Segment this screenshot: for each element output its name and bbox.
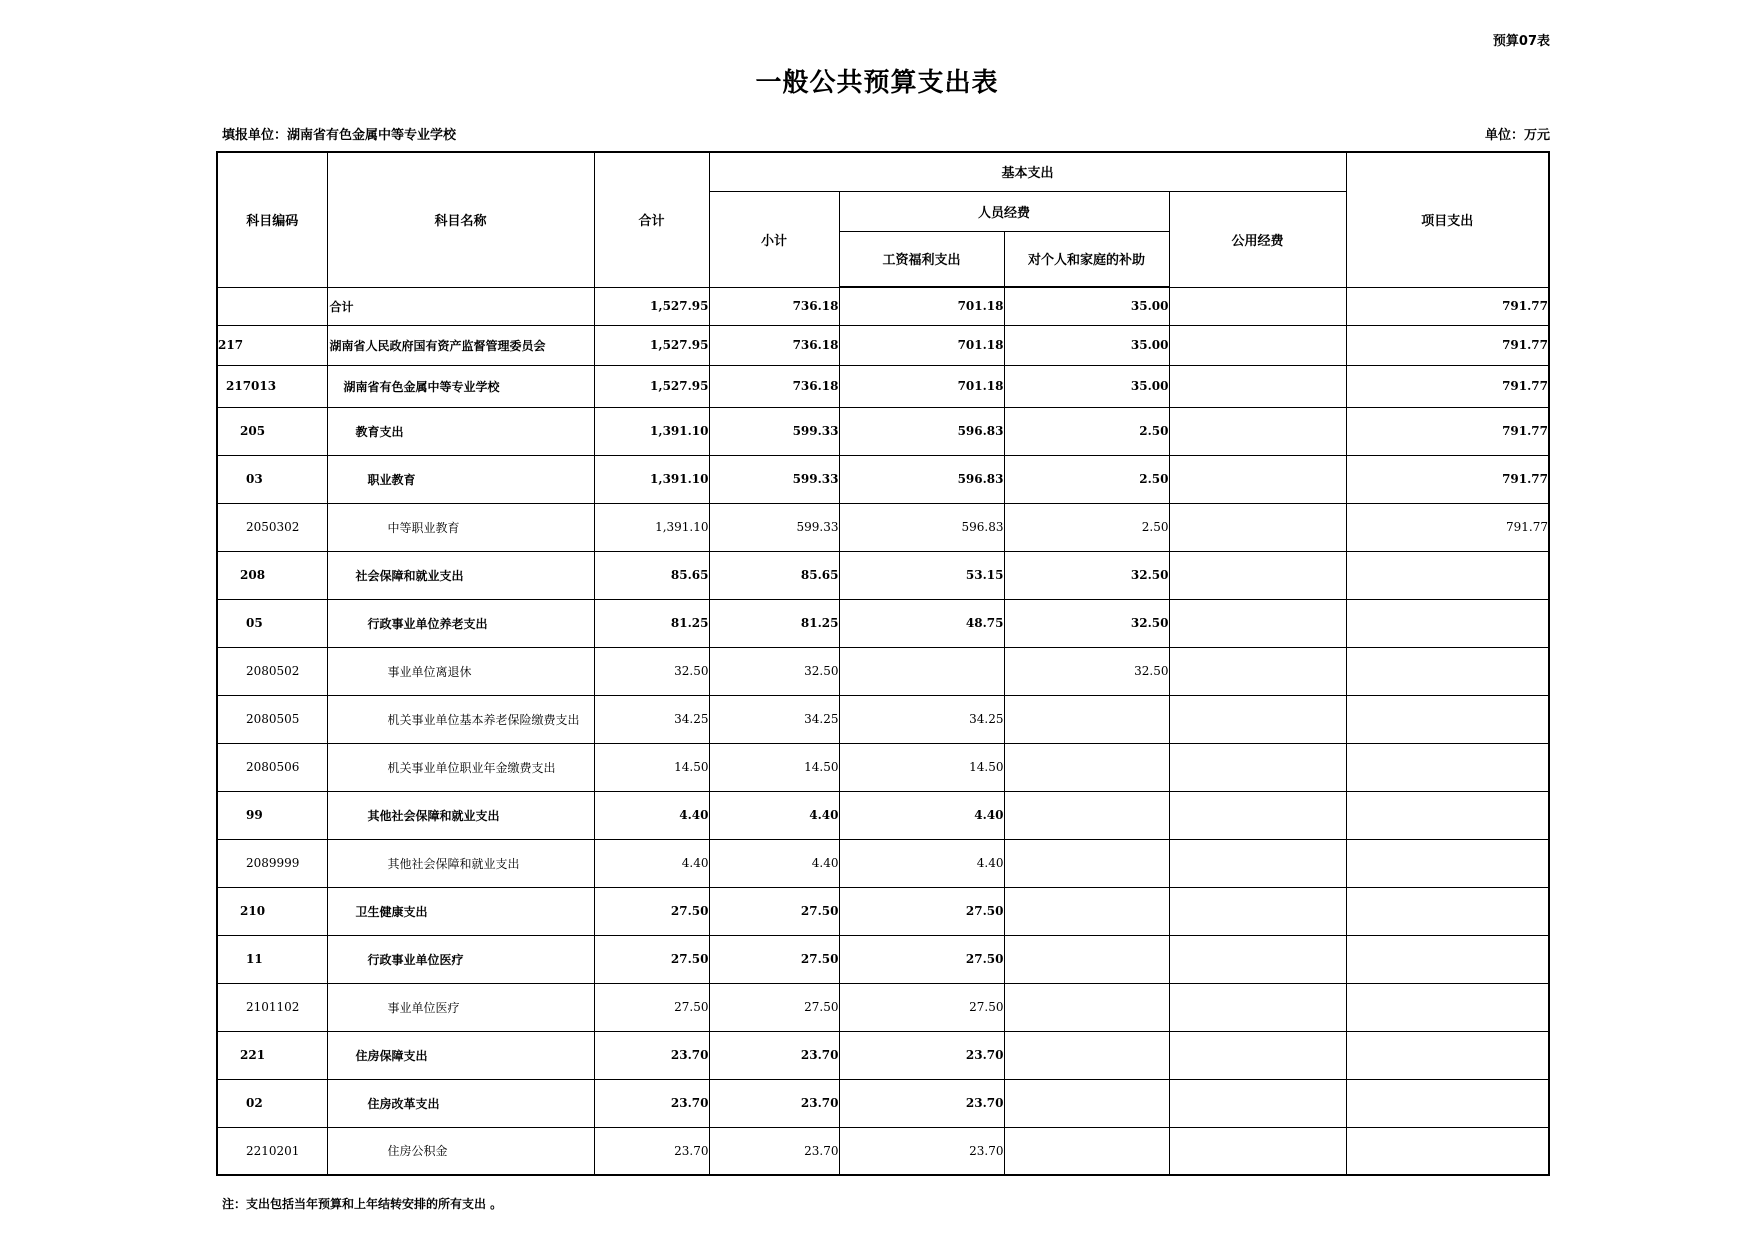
cell-wages: 4.40: [839, 839, 1004, 887]
cell-wages: 23.70: [839, 1079, 1004, 1127]
cell-total: 34.25: [594, 695, 709, 743]
cell-name: 机关事业单位职业年金缴费支出: [327, 743, 594, 791]
cell-total: 27.50: [594, 887, 709, 935]
cell-subsidy: 32.50: [1004, 551, 1169, 599]
cell-name: 卫生健康支出: [327, 887, 594, 935]
cell-wages: 23.70: [839, 1031, 1004, 1079]
cell-name: 合计: [327, 287, 594, 325]
cell-code: 217: [217, 325, 327, 365]
cell-total: 27.50: [594, 983, 709, 1031]
cell-public: [1169, 365, 1346, 407]
cell-total: 1,391.10: [594, 503, 709, 551]
header-total: 合计: [594, 152, 709, 287]
cell-code: 2080502: [217, 647, 327, 695]
cell-code: 210: [217, 887, 327, 935]
header-personnel: 人员经费: [839, 191, 1169, 231]
cell-subsidy: [1004, 1031, 1169, 1079]
cell-wages: 48.75: [839, 599, 1004, 647]
cell-name: 教育支出: [327, 407, 594, 455]
table-row: [217, 503, 1549, 551]
cell-subtotal: 23.70: [709, 1031, 839, 1079]
cell-total: 4.40: [594, 791, 709, 839]
cell-project: 791.77: [1346, 287, 1549, 325]
header-subsidy: 对个人和家庭的补助: [1004, 231, 1169, 287]
cell-wages: 14.50: [839, 743, 1004, 791]
footnote: 注：支出包括当年预算和上年结转安排的所有支出 。: [222, 1197, 503, 1211]
cell-project: [1346, 1079, 1549, 1127]
cell-code: 2101102: [217, 983, 327, 1031]
cell-name: 住房改革支出: [327, 1079, 594, 1127]
cell-wages: 596.83: [839, 503, 1004, 551]
table-row: [217, 599, 1549, 647]
cell-total: 4.40: [594, 839, 709, 887]
cell-subsidy: 32.50: [1004, 647, 1169, 695]
cell-project: [1346, 647, 1549, 695]
cell-code: 99: [217, 791, 327, 839]
cell-public: [1169, 287, 1346, 325]
cell-subsidy: [1004, 743, 1169, 791]
cell-public: [1169, 887, 1346, 935]
cell-total: 1,527.95: [594, 365, 709, 407]
cell-name: 事业单位医疗: [327, 983, 594, 1031]
table-row: [217, 287, 1549, 325]
cell-project: 791.77: [1346, 365, 1549, 407]
cell-subtotal: 736.18: [709, 287, 839, 325]
header-public: 公用经费: [1169, 191, 1346, 287]
cell-code: 2080506: [217, 743, 327, 791]
cell-subsidy: [1004, 791, 1169, 839]
cell-public: [1169, 551, 1346, 599]
cell-subtotal: 599.33: [709, 407, 839, 455]
cell-project: [1346, 887, 1549, 935]
page-title: 一般公共预算支出表: [755, 68, 999, 98]
cell-subtotal: 599.33: [709, 503, 839, 551]
cell-public: [1169, 407, 1346, 455]
cell-code: 2210201: [217, 1127, 327, 1175]
cell-public: [1169, 325, 1346, 365]
cell-total: 1,391.10: [594, 455, 709, 503]
table-row: [217, 695, 1549, 743]
cell-name: 住房公积金: [327, 1127, 594, 1175]
cell-public: [1169, 1031, 1346, 1079]
cell-subsidy: 2.50: [1004, 407, 1169, 455]
cell-project: [1346, 935, 1549, 983]
cell-subsidy: 32.50: [1004, 599, 1169, 647]
cell-project: 791.77: [1346, 407, 1549, 455]
cell-wages: 701.18: [839, 287, 1004, 325]
cell-wages: 4.40: [839, 791, 1004, 839]
cell-subtotal: 23.70: [709, 1079, 839, 1127]
header-wages: 工资福利支出: [839, 231, 1004, 287]
cell-project: [1346, 1127, 1549, 1175]
cell-wages: 27.50: [839, 935, 1004, 983]
cell-public: [1169, 647, 1346, 695]
cell-wages: 596.83: [839, 455, 1004, 503]
cell-wages: 701.18: [839, 325, 1004, 365]
cell-name: 社会保障和就业支出: [327, 551, 594, 599]
cell-public: [1169, 503, 1346, 551]
table-row: [217, 887, 1549, 935]
cell-project: [1346, 983, 1549, 1031]
cell-project: 791.77: [1346, 325, 1549, 365]
cell-total: 85.65: [594, 551, 709, 599]
cell-total: 81.25: [594, 599, 709, 647]
cell-code: 2089999: [217, 839, 327, 887]
table-body: [217, 287, 1549, 1175]
cell-code: 217013: [217, 365, 327, 407]
cell-subtotal: 4.40: [709, 791, 839, 839]
table-row: [217, 983, 1549, 1031]
cell-public: [1169, 935, 1346, 983]
cell-wages: 34.25: [839, 695, 1004, 743]
currency-unit: 单位：万元: [1484, 128, 1550, 143]
cell-wages: 701.18: [839, 365, 1004, 407]
table-row: [217, 407, 1549, 455]
cell-public: [1169, 695, 1346, 743]
cell-wages: [839, 647, 1004, 695]
cell-code: 03: [217, 455, 327, 503]
header-subtotal: 小计: [709, 191, 839, 287]
cell-code: 05: [217, 599, 327, 647]
cell-public: [1169, 599, 1346, 647]
cell-code: 11: [217, 935, 327, 983]
cell-project: [1346, 551, 1549, 599]
cell-name: 其他社会保障和就业支出: [327, 839, 594, 887]
cell-name: 住房保障支出: [327, 1031, 594, 1079]
table-row: [217, 743, 1549, 791]
cell-public: [1169, 1079, 1346, 1127]
cell-project: [1346, 791, 1549, 839]
cell-subsidy: [1004, 695, 1169, 743]
cell-wages: 27.50: [839, 983, 1004, 1031]
cell-name: 机关事业单位基本养老保险缴费支出: [327, 695, 594, 743]
cell-wages: 23.70: [839, 1127, 1004, 1175]
cell-subtotal: 736.18: [709, 365, 839, 407]
cell-project: [1346, 1031, 1549, 1079]
cell-subsidy: 35.00: [1004, 365, 1169, 407]
cell-total: 23.70: [594, 1031, 709, 1079]
cell-total: 32.50: [594, 647, 709, 695]
cell-project: 791.77: [1346, 503, 1549, 551]
cell-total: 1,527.95: [594, 287, 709, 325]
table-row: [217, 791, 1549, 839]
cell-subtotal: 32.50: [709, 647, 839, 695]
header-project: 项目支出: [1346, 152, 1549, 287]
table-row: [217, 1031, 1549, 1079]
cell-code: 205: [217, 407, 327, 455]
cell-code: 02: [217, 1079, 327, 1127]
cell-subsidy: [1004, 983, 1169, 1031]
cell-public: [1169, 743, 1346, 791]
table-row: [217, 365, 1549, 407]
cell-name: 其他社会保障和就业支出: [327, 791, 594, 839]
cell-code: 221: [217, 1031, 327, 1079]
cell-code: 208: [217, 551, 327, 599]
cell-public: [1169, 983, 1346, 1031]
cell-subsidy: [1004, 887, 1169, 935]
table-row: [217, 325, 1549, 365]
cell-subtotal: 85.65: [709, 551, 839, 599]
budget-expenditure-table: [216, 151, 1550, 1176]
cell-subsidy: [1004, 1079, 1169, 1127]
cell-project: [1346, 599, 1549, 647]
cell-subsidy: 2.50: [1004, 455, 1169, 503]
table-row: [217, 1079, 1549, 1127]
table-row: [217, 935, 1549, 983]
cell-total: 1,527.95: [594, 325, 709, 365]
form-number: 预算07表: [1492, 34, 1550, 49]
cell-subtotal: 27.50: [709, 983, 839, 1031]
cell-public: [1169, 455, 1346, 503]
cell-subtotal: 81.25: [709, 599, 839, 647]
table-header: [217, 152, 1549, 287]
cell-total: 23.70: [594, 1127, 709, 1175]
cell-subtotal: 27.50: [709, 887, 839, 935]
cell-wages: 596.83: [839, 407, 1004, 455]
reporting-unit: 填报单位：湖南省有色金属中等专业学校: [222, 128, 457, 143]
cell-subsidy: [1004, 839, 1169, 887]
cell-subsidy: [1004, 935, 1169, 983]
cell-subsidy: 35.00: [1004, 287, 1169, 325]
cell-code: 2080505: [217, 695, 327, 743]
header-name: 科目名称: [327, 152, 594, 287]
cell-subtotal: 4.40: [709, 839, 839, 887]
cell-name: 行政事业单位医疗: [327, 935, 594, 983]
table-row: [217, 647, 1549, 695]
cell-wages: 27.50: [839, 887, 1004, 935]
table-row: [217, 1127, 1549, 1175]
cell-subtotal: 27.50: [709, 935, 839, 983]
cell-public: [1169, 791, 1346, 839]
cell-public: [1169, 1127, 1346, 1175]
cell-subtotal: 14.50: [709, 743, 839, 791]
cell-total: 23.70: [594, 1079, 709, 1127]
header-code: 科目编码: [217, 152, 327, 287]
cell-wages: 53.15: [839, 551, 1004, 599]
cell-subtotal: 599.33: [709, 455, 839, 503]
cell-name: 中等职业教育: [327, 503, 594, 551]
cell-subsidy: [1004, 1127, 1169, 1175]
cell-code: [217, 287, 327, 325]
cell-name: 事业单位离退休: [327, 647, 594, 695]
cell-subsidy: 35.00: [1004, 325, 1169, 365]
cell-public: [1169, 839, 1346, 887]
cell-subtotal: 23.70: [709, 1127, 839, 1175]
cell-project: 791.77: [1346, 455, 1549, 503]
cell-subtotal: 34.25: [709, 695, 839, 743]
table-row: [217, 839, 1549, 887]
cell-subtotal: 736.18: [709, 325, 839, 365]
cell-code: 2050302: [217, 503, 327, 551]
cell-total: 1,391.10: [594, 407, 709, 455]
cell-project: [1346, 695, 1549, 743]
cell-total: 14.50: [594, 743, 709, 791]
cell-project: [1346, 743, 1549, 791]
table-row: [217, 551, 1549, 599]
cell-name: 行政事业单位养老支出: [327, 599, 594, 647]
cell-name: 职业教育: [327, 455, 594, 503]
cell-name: 湖南省人民政府国有资产监督管理委员会: [327, 325, 594, 365]
cell-subsidy: 2.50: [1004, 503, 1169, 551]
cell-project: [1346, 839, 1549, 887]
header-basic: 基本支出: [709, 152, 1346, 191]
cell-name: 湖南省有色金属中等专业学校: [327, 365, 594, 407]
table-row: [217, 455, 1549, 503]
cell-total: 27.50: [594, 935, 709, 983]
